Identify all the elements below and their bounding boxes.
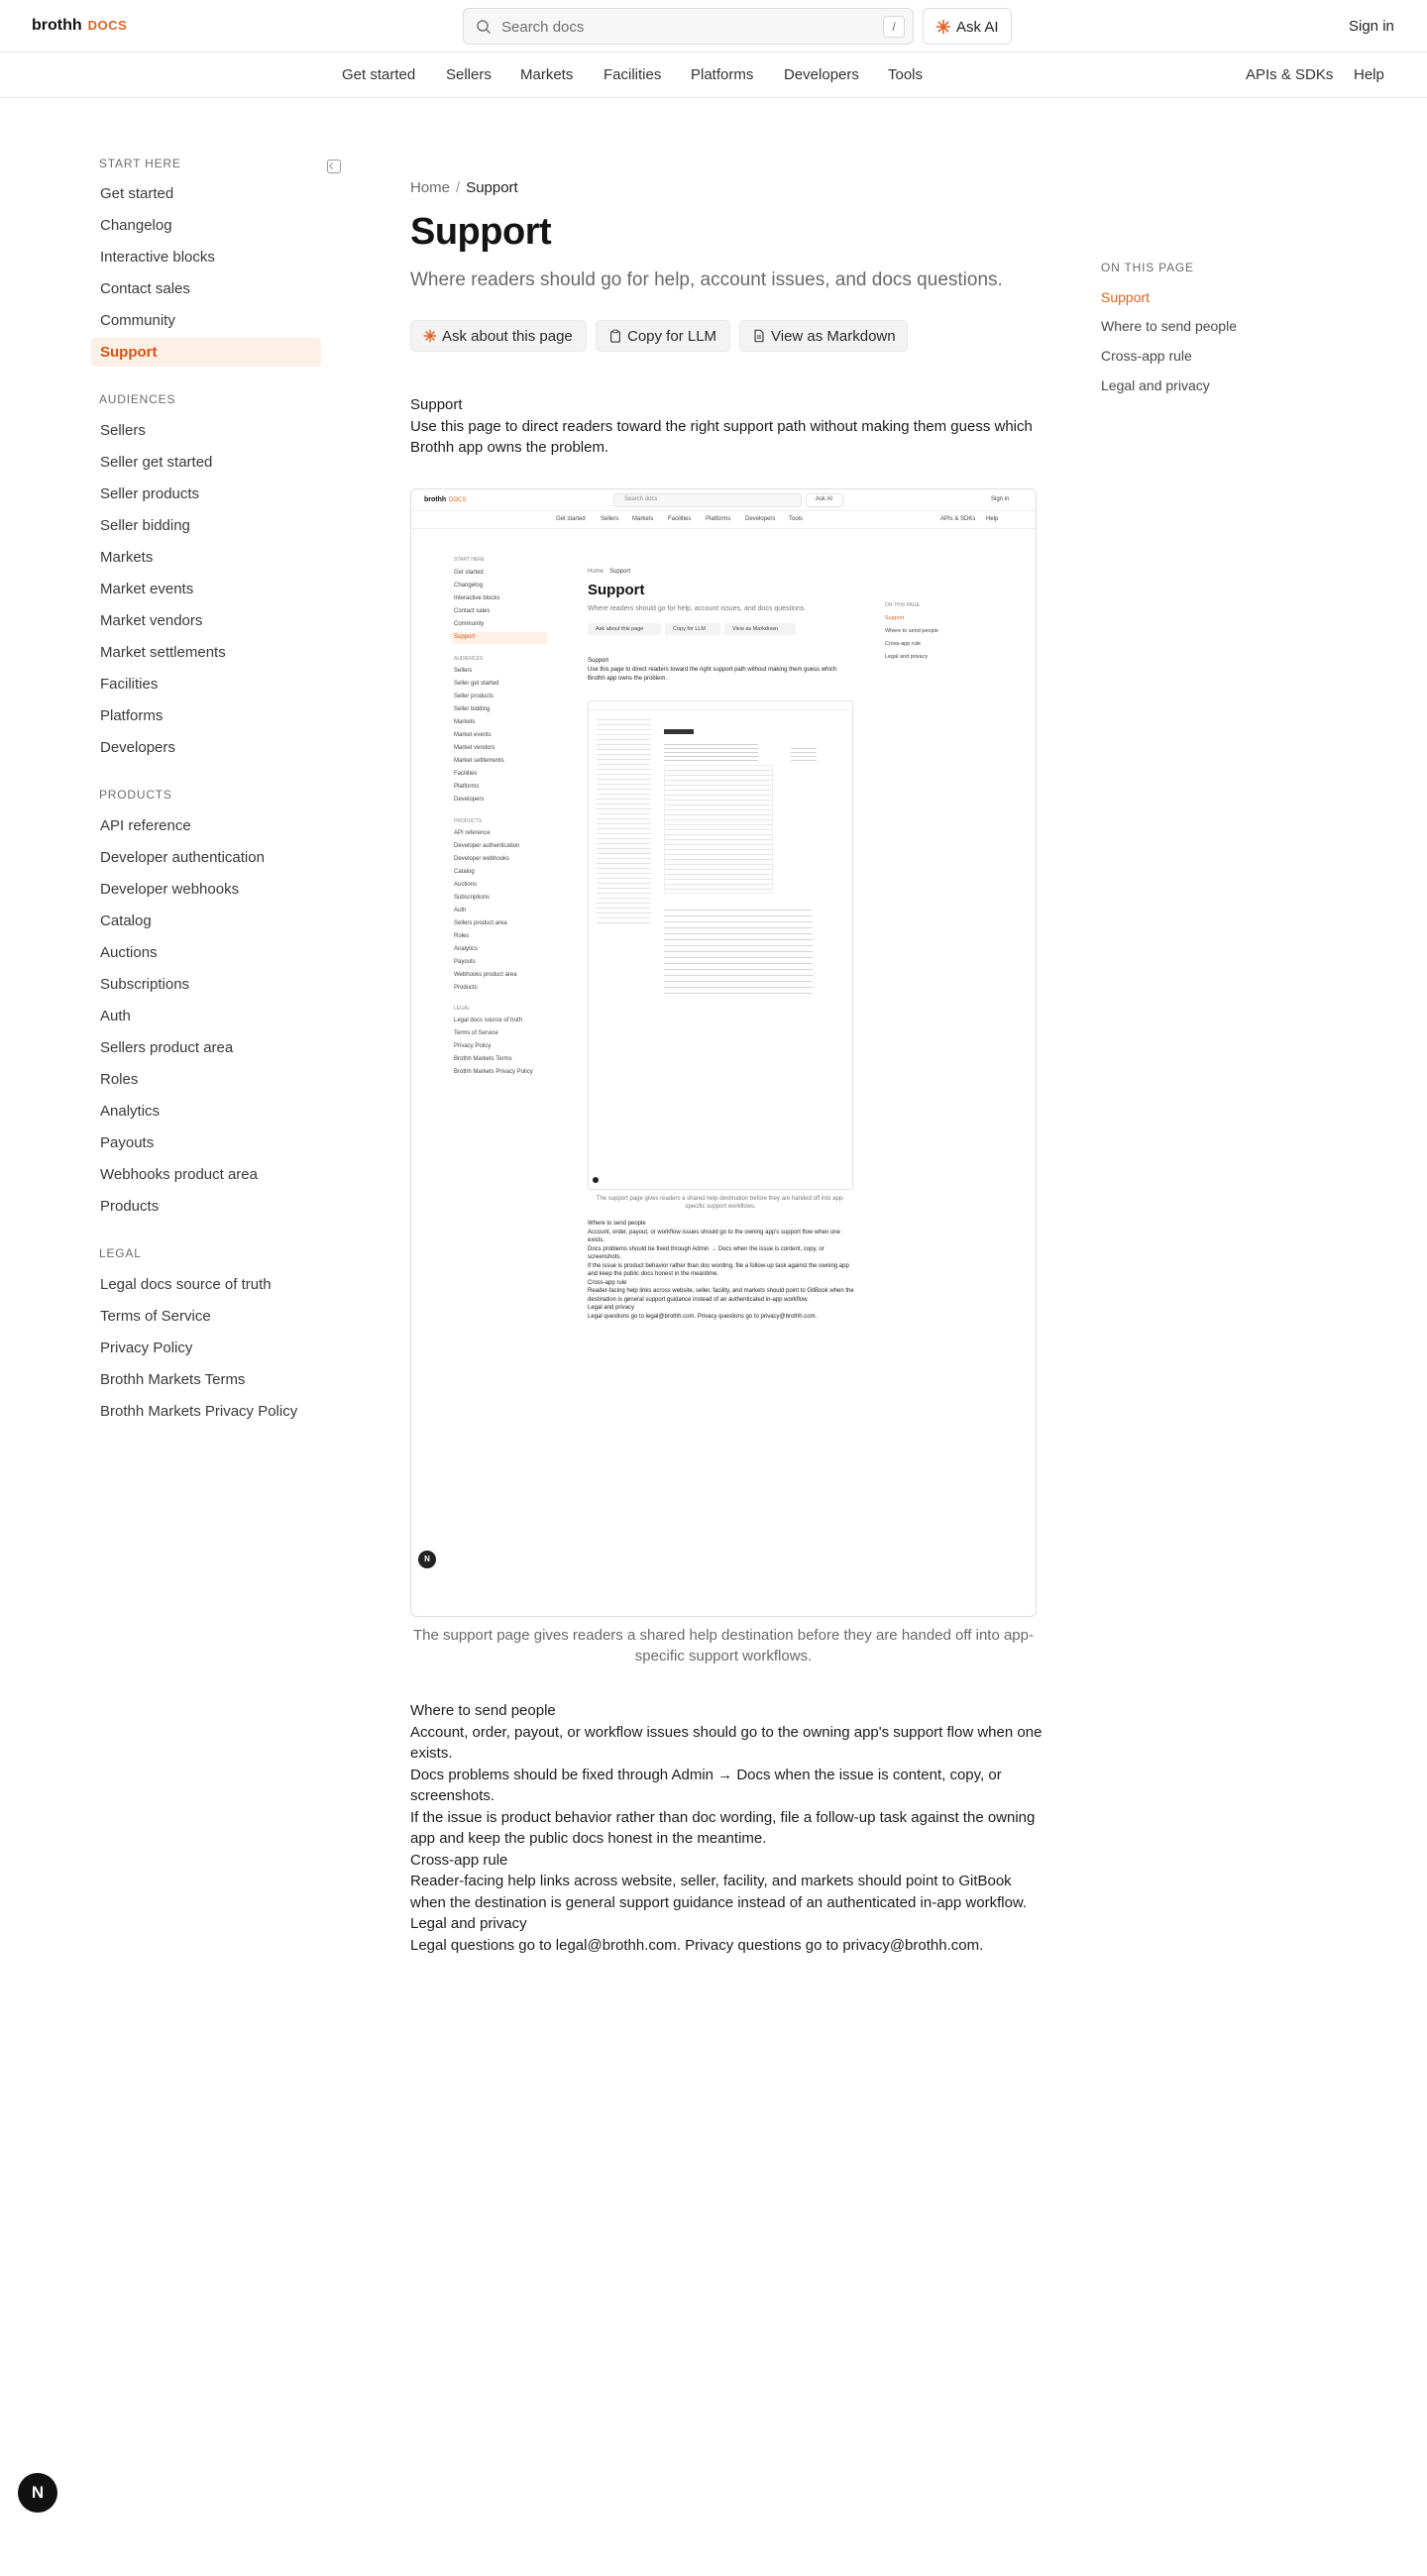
mini-section-line: Legal questions go to legal@brothh.com. Privacy questions go to privacy@brothh.com. — [588, 1313, 818, 1320]
sidebar-item-sellers[interactable]: Sellers — [100, 422, 146, 439]
top-nav — [0, 53, 1427, 98]
breadcrumb — [410, 179, 518, 196]
sidebar-item-market-events[interactable]: Market events — [100, 581, 194, 597]
sidebar-item-seller-products[interactable]: Seller products — [100, 485, 200, 502]
sign-in-link[interactable]: Sign in — [1349, 18, 1394, 35]
section-heading: Where to send people — [410, 1702, 556, 1719]
mini-section-heading: Cross-app rule — [588, 1279, 627, 1286]
mini-sidebar-item: Changelog — [454, 583, 484, 589]
mini-nav-right: APIs & SDKs — [940, 516, 976, 522]
mini-sidebar-item-active: Support — [454, 634, 476, 640]
brand-name: brothh — [32, 17, 82, 34]
mini-section-heading: Legal and privacy — [588, 1305, 635, 1311]
mini-section-title: AUDIENCES — [454, 656, 484, 662]
mini-section-line: Docs problems should be fixed through Admin → Docs when the issue is content, copy, or screenshots. — [588, 1245, 824, 1260]
intro-block — [410, 394, 1044, 459]
sidebar-item-subscriptions[interactable]: Subscriptions — [100, 976, 190, 993]
nested-screenshot — [588, 700, 853, 1190]
sidebar-item-contact-sales[interactable]: Contact sales — [100, 280, 190, 297]
sparkle-icon — [935, 19, 951, 35]
toc-item-legal-and-privacy[interactable]: Legal and privacy — [1101, 377, 1210, 393]
mini-section-line: If the issue is product behavior rather than doc wording, file a follow-up task against the owning app and keep the public docs honest in the meantime. — [588, 1262, 849, 1277]
sidebar-item-developers[interactable]: Developers — [100, 739, 175, 756]
mini-sidebar-item: Interactive blocks — [454, 595, 500, 601]
mini-intro-heading: Support — [588, 658, 609, 664]
ask-about-page-button[interactable] — [410, 320, 587, 352]
mini-nav-item: Sellers — [601, 516, 619, 522]
mini-nav-item: Get started — [556, 516, 586, 522]
section-heading: Legal and privacy — [410, 1915, 527, 1932]
copy-for-llm-button[interactable] — [596, 320, 730, 352]
page-title: Support — [410, 211, 552, 253]
mini-sidebar-item: Get started — [454, 570, 484, 576]
mini-sidebar-item: Products — [454, 985, 478, 991]
mini-fab: N — [418, 1551, 436, 1568]
mini-section-title: START HERE — [454, 557, 486, 563]
mini-sidebar-item: Catalog — [454, 869, 475, 875]
copy-for-llm-label: Copy for LLM — [627, 328, 717, 345]
breadcrumb-current: Support — [466, 179, 518, 196]
sparkle-icon — [423, 329, 437, 343]
mini-nav-right: Help — [986, 516, 999, 522]
nav-markets[interactable]: Markets — [520, 66, 574, 83]
toc-item-support[interactable]: Support — [1101, 289, 1151, 305]
sidebar-item-market-vendors[interactable]: Market vendors — [100, 612, 203, 629]
nav-apis-sdks[interactable]: APIs & SDKs — [1246, 66, 1334, 83]
mini-section-line: Account, order, payout, or workflow issues should go to the owning app's support flow when one exists. — [588, 1229, 840, 1243]
sidebar-section-title: LEGAL — [99, 1246, 142, 1260]
sidebar-item-interactive-blocks[interactable]: Interactive blocks — [100, 249, 215, 266]
sidebar-item-privacy-policy[interactable]: Privacy Policy — [100, 1340, 193, 1356]
mini-toc-item: Legal and privacy — [885, 654, 929, 660]
nav-facilities[interactable]: Facilities — [604, 66, 662, 83]
mini-figure-caption: The support page gives readers a shared help destination before they are handed off into app-specific support workflows. — [596, 1196, 845, 1210]
figure-caption: The support page gives readers a shared help destination before they are handed off into app-specific support workflows. — [413, 1627, 1034, 1664]
section-line: Legal questions go to legal@brothh.com. Privacy questions go to privacy@brothh.com. — [410, 1936, 984, 1954]
mini-breadcrumb: Home — [588, 569, 604, 575]
mini-sidebar-item: Platforms — [454, 784, 480, 790]
collapse-sidebar-icon[interactable] — [327, 160, 341, 173]
mini-action: Ask about this page — [596, 626, 644, 632]
sidebar-item-sellers-product-area[interactable]: Sellers product area — [100, 1039, 234, 1056]
mini-section-title: LEGAL — [454, 1006, 471, 1012]
mini-sidebar-item: Developers — [454, 797, 485, 803]
nav-tools[interactable]: Tools — [888, 66, 924, 83]
search-shortcut-key: / — [883, 16, 905, 38]
sidebar-item-roles[interactable]: Roles — [100, 1071, 139, 1088]
mini-section-heading: Where to send people — [588, 1221, 646, 1227]
nav-help[interactable]: Help — [1354, 66, 1384, 83]
section-line: Reader-facing help links across website, seller, facility, and markets should point to GitBook when the destination is general support guidance instead of an authenticated in-app workflow. — [410, 1873, 1028, 1911]
sidebar-item-market-settlements[interactable]: Market settlements — [100, 644, 226, 661]
mini-brand-suffix: DOCS — [449, 497, 467, 503]
sidebar-item-auth[interactable]: Auth — [100, 1008, 131, 1024]
intro-heading: Support — [410, 396, 463, 413]
mini-sidebar-item: Legal docs source of truth — [454, 1018, 523, 1023]
breadcrumb-separator: / — [456, 179, 461, 196]
sidebar-item-webhooks-product-area[interactable]: Webhooks product area — [100, 1166, 258, 1183]
sidebar-item-markets-privacy-policy[interactable]: Brothh Markets Privacy Policy — [100, 1403, 298, 1420]
page-subtitle: Where readers should go for help, account issues, and docs questions. — [410, 269, 1003, 290]
sidebar-item-markets[interactable]: Markets — [100, 549, 154, 566]
mini-sidebar-item: Seller products — [454, 694, 494, 699]
mini-nav-item: Developers — [745, 516, 776, 522]
sidebar-item-terms-of-service[interactable]: Terms of Service — [100, 1308, 211, 1325]
mini-sidebar-item: Developer authentication — [454, 843, 520, 849]
mini-sidebar-item: Subscriptions — [454, 895, 491, 901]
mini-sidebar-item: Auctions — [454, 882, 478, 888]
sidebar-item-seller-bidding[interactable]: Seller bidding — [100, 517, 190, 534]
mini-search-placeholder: Search docs — [624, 496, 658, 502]
mini-sidebar-item: Market events — [454, 732, 492, 738]
mini-sign-in: Sign in — [991, 496, 1010, 502]
mini-nav-item: Platforms — [706, 516, 731, 522]
mini-action: View as Markdown — [732, 626, 779, 632]
mini-title: Support — [588, 582, 645, 598]
search-box[interactable] — [463, 8, 914, 45]
mini-sidebar-item: Seller get started — [454, 681, 499, 687]
mini-sidebar-item: Market settlements — [454, 758, 504, 764]
sidebar-item-markets-terms[interactable]: Brothh Markets Terms — [100, 1371, 246, 1388]
sidebar-item-products[interactable]: Products — [100, 1198, 160, 1215]
sidebar-section-title: PRODUCTS — [99, 788, 172, 802]
mini-sections — [588, 1220, 855, 1321]
search-placeholder: Search docs — [501, 19, 585, 36]
sidebar-item-api-reference[interactable]: API reference — [100, 817, 191, 834]
sidebar-item-platforms[interactable]: Platforms — [100, 707, 164, 724]
search-icon — [476, 19, 492, 35]
brand-suffix: DOCS — [87, 18, 128, 33]
mini-sidebar-item: Roles — [454, 933, 470, 939]
nav-get-started[interactable]: Get started — [342, 66, 416, 83]
sidebar-item-seller-get-started[interactable]: Seller get started — [100, 454, 213, 471]
mini-sidebar-item: Brothh Markets Terms — [454, 1056, 512, 1062]
mini-nav-item: Facilities — [668, 516, 692, 522]
mini-toc-title: ON THIS PAGE — [885, 602, 921, 608]
mini-action: Copy for LLM — [673, 626, 707, 632]
nav-sellers[interactable]: Sellers — [446, 66, 492, 83]
mini-sidebar-item: Facilities — [454, 771, 478, 777]
section-line: If the issue is product behavior rather than doc wording, file a follow-up task against the owning app and keep the public docs honest in the meantime. — [410, 1808, 1036, 1847]
mini-toc-item: Support — [885, 615, 905, 621]
clipboard-icon — [608, 329, 622, 343]
mini-sidebar-item: Privacy Policy — [454, 1043, 492, 1049]
support-screenshot-figure — [410, 488, 1037, 1617]
mini-sidebar-item: Analytics — [454, 946, 479, 952]
sidebar-item-legal-docs[interactable]: Legal docs source of truth — [100, 1276, 272, 1293]
ask-ai-button[interactable] — [923, 8, 1012, 45]
ask-about-page-label: Ask about this page — [442, 328, 573, 345]
sidebar-item-auctions[interactable]: Auctions — [100, 944, 158, 961]
view-as-markdown-label: View as Markdown — [771, 328, 896, 345]
sidebar-item-support[interactable]: Support — [91, 338, 321, 367]
view-as-markdown-button[interactable] — [739, 320, 908, 352]
breadcrumb-home[interactable]: Home — [410, 179, 451, 196]
mini-ask-ai: Ask AI — [816, 496, 833, 502]
mini-breadcrumb-current: Support — [609, 569, 631, 575]
mini-toc-item: Cross-app rule — [885, 641, 922, 647]
toc-item-cross-app-rule[interactable]: Cross-app rule — [1101, 348, 1192, 364]
sidebar-item-payouts[interactable]: Payouts — [100, 1134, 155, 1151]
toc-item-where-to-send-people[interactable]: Where to send people — [1101, 318, 1237, 334]
mini-sidebar-item: Payouts — [454, 959, 476, 965]
mini-intro-text: Use this page to direct readers toward the right support path without making them guess which Brothh app owns the problem. — [588, 667, 837, 682]
toc-title: ON THIS PAGE — [1101, 261, 1194, 274]
floating-n-button[interactable]: N — [18, 2473, 57, 2513]
sidebar-item-get-started[interactable]: Get started — [100, 185, 174, 202]
mini-sidebar-item: Sellers product area — [454, 920, 507, 926]
sections-block — [410, 1700, 1044, 1956]
mini-sidebar-item: Seller bidding — [454, 706, 491, 712]
mini-nav-item: Tools — [789, 516, 804, 522]
mini-sidebar-item: API reference — [454, 830, 491, 836]
mini-sidebar-item: Community — [454, 621, 485, 627]
sidebar-section-title: START HERE — [99, 157, 181, 170]
mini-subtitle: Where readers should go for help, account issues, and docs questions. — [588, 605, 807, 612]
mini-sidebar-item: Terms of Service — [454, 1030, 498, 1036]
sidebar-item-changelog[interactable]: Changelog — [100, 217, 172, 234]
sidebar-section-title: AUDIENCES — [99, 392, 176, 406]
mini-section-title: PRODUCTS — [454, 818, 483, 824]
mini-sidebar-item: Brothh Markets Privacy Policy — [454, 1069, 533, 1075]
mini-sidebar-item: Auth — [454, 908, 467, 913]
mini-sidebar-item: Markets — [454, 719, 476, 725]
sidebar-item-community[interactable]: Community — [100, 312, 175, 329]
mini-sidebar-item: Webhooks product area — [454, 972, 517, 978]
mini-section-line: Reader-facing help links across website, seller, facility, and markets should point to GitBook when the destination is general support guidance instead of an authenticated in-app workflow. — [588, 1288, 854, 1303]
nav-developers[interactable]: Developers — [784, 66, 859, 83]
sidebar-item-facilities[interactable]: Facilities — [100, 676, 159, 693]
mini-nav-item: Markets — [632, 516, 654, 522]
mini-brand: brothh — [424, 496, 447, 503]
screenshot-image — [411, 489, 1037, 1617]
mini-sidebar-item: Market vendors — [454, 745, 495, 751]
sidebar-item-analytics[interactable]: Analytics — [100, 1103, 161, 1120]
ask-ai-label: Ask AI — [956, 19, 999, 36]
section-line: Account, order, payout, or workflow issues should go to the owning app's support flow when one exists. — [410, 1723, 1043, 1762]
sidebar-item-developer-webhooks[interactable]: Developer webhooks — [100, 881, 240, 898]
intro-text: Use this page to direct readers toward the right support path without making them guess which Brothh app owns the problem. — [410, 417, 1033, 456]
sidebar-item-catalog[interactable]: Catalog — [100, 912, 152, 929]
top-header — [0, 0, 1427, 53]
document-icon — [752, 329, 766, 343]
mini-sidebar-item: Developer webhooks — [454, 856, 510, 862]
section-heading: Cross-app rule — [410, 1851, 508, 1869]
mini-toc-item: Where to send people — [885, 628, 938, 634]
section-line: Docs problems should be fixed through Admin → Docs when the issue is content, copy, or screenshots. — [410, 1766, 1002, 1804]
mini-sidebar-item: Contact sales — [454, 608, 491, 614]
mini-sidebar-item: Sellers — [454, 668, 473, 674]
brand-logo[interactable] — [32, 17, 127, 35]
sidebar-item-developer-authentication[interactable]: Developer authentication — [100, 849, 265, 866]
nav-platforms[interactable]: Platforms — [691, 66, 754, 83]
